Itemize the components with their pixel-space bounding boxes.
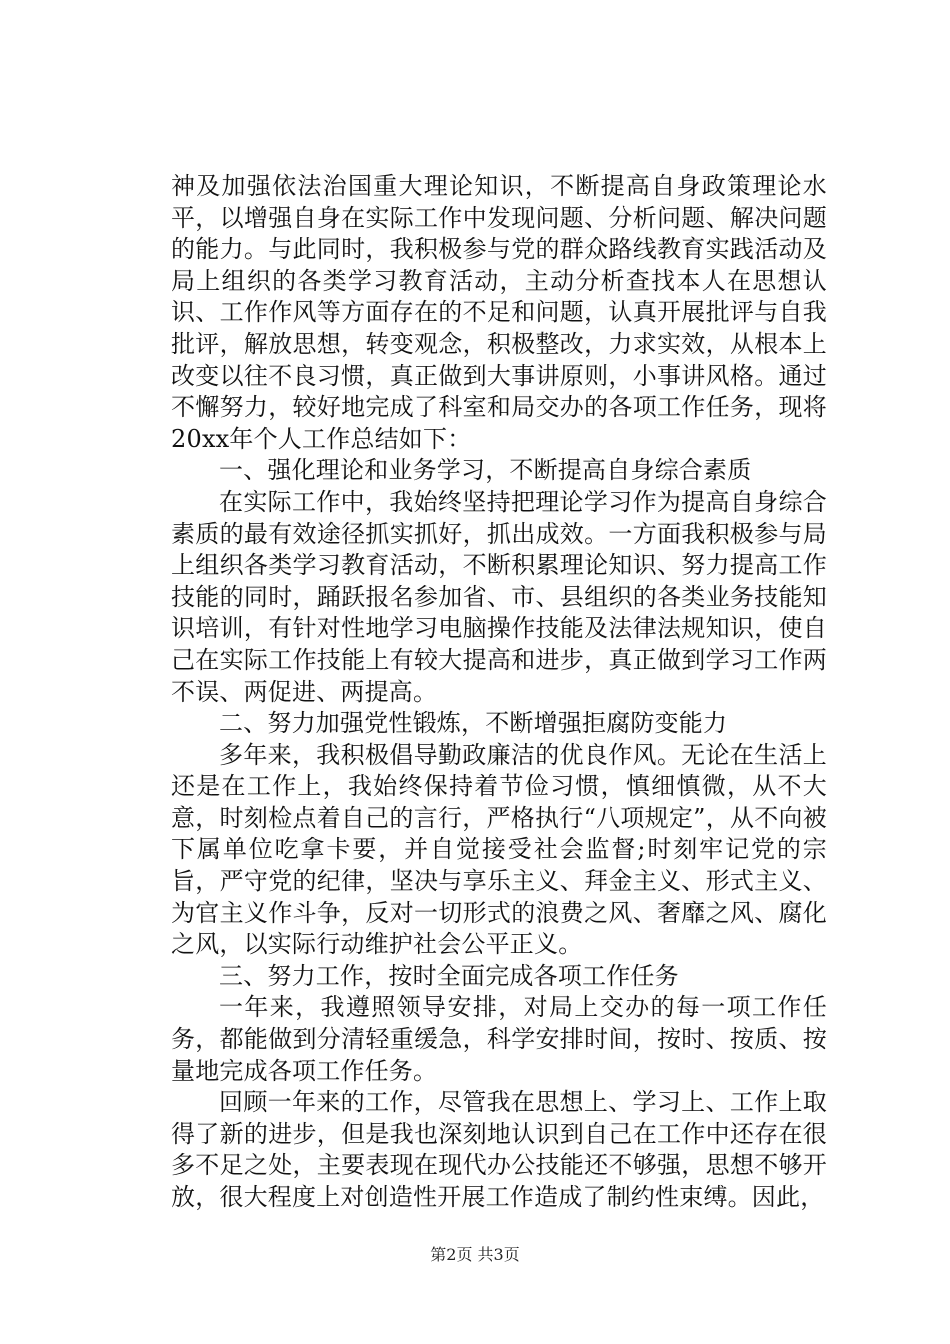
document-body xyxy=(171,171,827,1214)
paragraph-5: 回顾一年来的工作，尽管我在思想上、学习上、工作上取得了新的进步，但是我也深刻地认识到自己在工作中还存在很多不足之处，主要表现在现代办公技能还不够强，思想不够开放，很大程度上对创造性开展工作造成了制约性束缚。因此， xyxy=(171,1088,827,1211)
page-number-footer: 第2页 共3页 xyxy=(430,1245,520,1264)
section-heading-3: 三、努力工作，按时全面完成各项工作任务 xyxy=(219,961,679,990)
paragraph-1: 神及加强依法治国重大理论知识，不断提高自身政策理论水平，以增强自身在实际工作中发现问题、分析问题、解决问题的能力。与此同时，我积极参与党的群众路线教育实践活动及局上组织的各类学习教育活动，主动分析查找本人在思想认识、工作作风等方面存在的不足和问题，认真开展批评与自我批评，解放思想，转变观念，积极整改，力求实效，从根本上改变以往不良习惯，真正做到大事讲原则，小事讲风格。通过不懈努力，较好地完成了科室和局交办的各项工作任务，现将20xx年个人工作总结如下： xyxy=(171,172,827,453)
section-heading-2: 二、努力加强党性锻炼，不断增强拒腐防变能力 xyxy=(219,709,728,738)
section-heading-1: 一、强化理论和业务学习，不断提高自身综合素质 xyxy=(219,456,752,485)
paragraph-2: 在实际工作中，我始终坚持把理论学习作为提高自身综合素质的最有效途径抓实抓好，抓出成效。一方面我积极参与局上组织各类学习教育活动，不断积累理论知识、努力提高工作技能的同时，踊跃报名参加省、市、县组织的各类业务技能知识培训，有针对性地学习电脑操作技能及法律法规知识，使自己在实际工作技能上有较大提高和进步，真正做到学习工作两不误、两促进、两提高。 xyxy=(171,487,827,706)
paragraph-3: 多年来，我积极倡导勤政廉洁的优良作风。无论在生活上还是在工作上，我始终保持着节俭习惯，慎细慎微，从不大意，时刻检点着自己的言行，严格执行“八项规定”，从不向被下属单位吃拿卡要，并自觉接受社会监督;时刻牢记党的宗旨，严守党的纪律，坚决与享乐主义、拜金主义、形式主义、为官主义作斗争，反对一切形式的浪费之风、奢靡之风、腐化之风，以实际行动维护社会公平正义。 xyxy=(171,740,827,959)
paragraph-4: 一年来，我遵照领导安排，对局上交办的每一项工作任务，都能做到分清轻重缓急，科学安排时间，按时、按质、按量地完成各项工作任务。 xyxy=(171,993,827,1085)
